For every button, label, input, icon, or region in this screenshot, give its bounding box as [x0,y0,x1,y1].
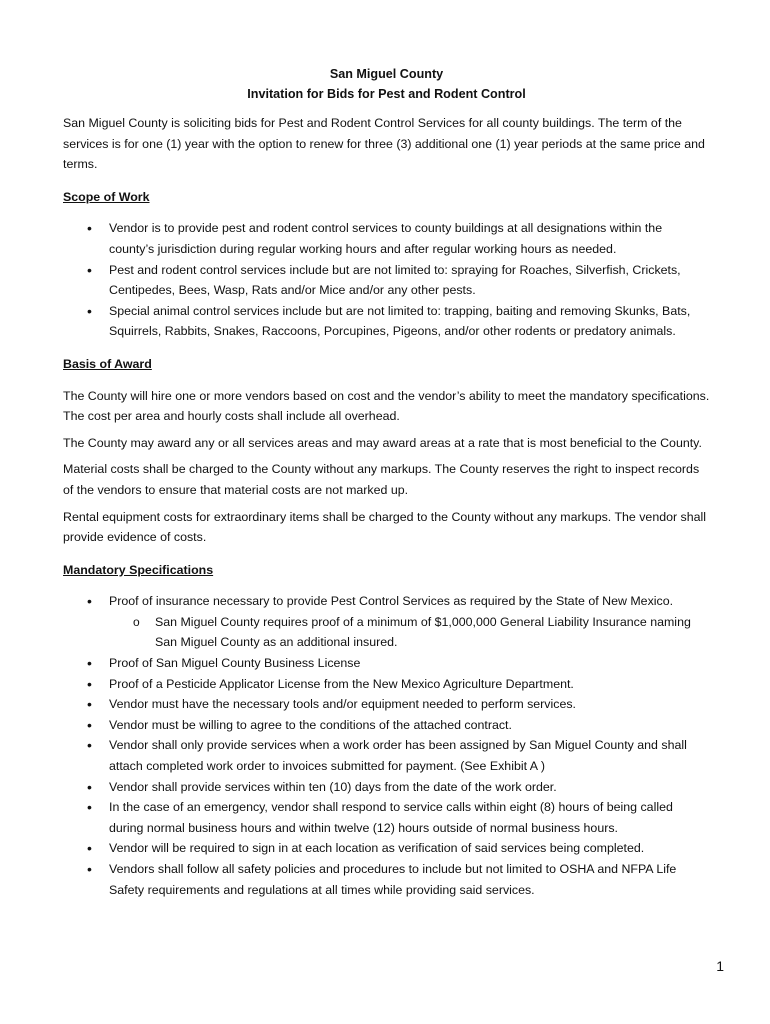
spec-item: • Proof of a Pesticide Applicator License from the New Mexico Agriculture Department. [63,674,710,695]
spec-item: • Vendor will be required to sign in at each location as verification of said services being completed. [63,838,710,859]
specs-list [63,591,710,900]
spec-item: • Vendors shall follow all safety policies and procedures to include but not limited to OSHA and NFPA Life Safety requirements and regulations at all times while providing said services. [63,859,710,900]
spec-item: • Vendor must have the necessary tools and/or equipment needed to perform services. [63,694,710,715]
scope-item: • Pest and rodent control services include but are not limited to: spraying for Roaches, Silverfish, Crickets, Centipedes, Bees, Wasp, Rats and/or Mice and/or any other pests. [63,260,710,301]
scope-item: • Vendor is to provide pest and rodent control services to county buildings at all designations within the county’s jurisdiction during regular working hours and after regular working hours as needed. [63,218,710,259]
award-paragraph: Material costs shall be charged to the County without any markups. The County reserves the right to inspect records of the vendors to ensure that material costs are not marked up. [63,462,700,497]
scope-item: • Special animal control services include but are not limited to: trapping, baiting and removing Skunks, Bats, Squirrels, Rabbits, Snakes, Raccoons, Porcupines, Pigeons, and/or other rodents or predatory animals. [63,301,710,342]
title-block [63,64,710,104]
award-heading: Basis of Award [63,356,152,371]
scope-heading: Scope of Work [63,189,150,204]
spec-item: • In the case of an emergency, vendor shall respond to service calls within eight (8) hours of being called during normal business hours and within twelve (12) hours outside of normal business hours. [63,797,710,838]
spec-sublist [109,612,710,653]
intro-paragraph: San Miguel County is soliciting bids for Pest and Rodent Control Services for all county buildings. The term of the services is for one (1) year with the option to renew for three (3) additional one (1) year periods at the same price and terms. [63,116,705,172]
page-number: 1 [716,958,724,974]
spec-item: • Vendor must be willing to agree to the conditions of the attached contract. [63,715,710,736]
spec-item-text: Proof of insurance necessary to provide Pest Control Services as required by the State of New Mexico. [109,594,674,609]
specs-heading: Mandatory Specifications [63,562,214,577]
document-title: San Miguel County [329,67,444,81]
award-paragraph: The County will hire one or more vendors based on cost and the vendor’s ability to meet the mandatory specifications. The cost per area and hourly costs shall include all overhead. [63,388,710,424]
spec-subitem: o San Miguel County requires proof of a minimum of $1,000,000 General Liability Insurance naming San Miguel County as an additional insured. [109,612,710,653]
spec-item [63,591,710,653]
spec-item: • Proof of San Miguel County Business License [63,653,710,674]
spec-item: • Vendor shall only provide services when a work order has been assigned by San Miguel County and shall attach completed work order to invoices submitted for payment. (See Exhibit A ) [63,735,710,776]
scope-list [63,218,710,342]
award-paragraph: The County may award any or all services areas and may award areas at a rate that is most beneficial to the County. [63,435,702,450]
document-subtitle: Invitation for Bids for Pest and Rodent Control [247,87,526,101]
award-paragraph: Rental equipment costs for extraordinary items shall be charged to the County without any markups. The vendor shall provide evidence of costs. [63,509,707,545]
spec-item: • Vendor shall provide services within ten (10) days from the date of the work order. [63,777,710,798]
